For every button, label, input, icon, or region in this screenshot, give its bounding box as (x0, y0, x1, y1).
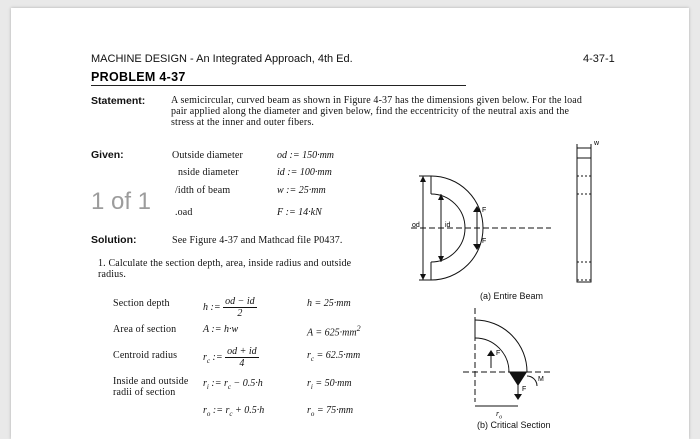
label-f-section: F (496, 350, 501, 357)
label-f-reaction: F (522, 386, 527, 393)
row-centroid-name: Centroid radius (113, 350, 178, 361)
row-centroid-formula: $r_c$ := $\frac{od + id}{4}$ (203, 346, 257, 369)
moment-arrow (527, 376, 537, 386)
given-expr-id: id := 100·mm (277, 167, 332, 178)
given-name-id: nside diameter (178, 167, 239, 178)
label-ro: $r_o$ (496, 409, 503, 421)
row-ro-result: $r_o = 75\cdot mm$ (307, 405, 354, 418)
given-expr-w: w := 25·mm (277, 185, 326, 196)
row-area-name: Area of section (113, 324, 177, 335)
row-section-depth-result: h = 25·mm (307, 298, 351, 309)
label-id: id (445, 222, 451, 229)
row-centroid-result: $r_c = 62.5\cdot mm$ (307, 350, 361, 363)
given-expr-load: F := 14·kN (277, 207, 322, 218)
statement-label: Statement: (91, 95, 146, 107)
label-f-top: F (482, 207, 487, 214)
caption-entire-beam: (a) Entire Beam (480, 291, 544, 301)
label-f-bottom: F (482, 238, 487, 245)
row-area-result: $A = 625\cdot mm^2$ (307, 324, 361, 339)
section-outer-arc (475, 320, 527, 372)
row-section-depth-name: Section depth (113, 298, 170, 309)
row-ri-result: $r_i = 50\cdot mm$ (307, 378, 352, 391)
row-radii-name: Inside and outside radii of section (113, 376, 189, 398)
label-w: w (594, 140, 600, 147)
label-od: od (412, 222, 420, 229)
figure-critical-section (11, 8, 689, 439)
row-section-depth-formula: h := $\frac{od - id}{2}$ (203, 296, 255, 319)
given-name-od: Outside diameter (172, 150, 243, 161)
statement-text: A semicircular, curved beam as shown in Figure 4-37 has the dimensions given below. For the load pair applied along the diameter and given below, find the eccentricity of the neutral axis and the stress at the inner and outer fibers. (171, 95, 583, 128)
document-page (11, 8, 689, 439)
given-expr-od: od := 150·mm (277, 150, 335, 161)
row-area-formula: A := h·w (203, 324, 239, 335)
step1-text: 1. Calculate the section depth, area, inside radius and outside radius. (98, 258, 352, 280)
label-m: M (538, 376, 544, 383)
solution-reference: See Figure 4-37 and Mathcad file P0437. (172, 235, 343, 246)
book-title: MACHINE DESIGN - An Integrated Approach, 4th Ed. (91, 53, 353, 65)
solution-label: Solution: (91, 234, 137, 246)
row-ri-formula: $r_i$ := $r_c - 0.5\cdot h$ (203, 378, 263, 391)
given-name-load: .oad (175, 207, 193, 218)
given-label: Given: (91, 149, 124, 161)
problem-title: PROBLEM 4-37 (91, 70, 186, 84)
caption-critical-section: (b) Critical Section (477, 420, 551, 430)
page-indicator: 1 of 1 (71, 184, 171, 220)
page-reference: 4-37-1 (583, 53, 615, 65)
given-name-w: /idth of beam (175, 185, 231, 196)
row-ro-formula: $r_o$ := $r_c + 0.5\cdot h$ (203, 405, 265, 418)
